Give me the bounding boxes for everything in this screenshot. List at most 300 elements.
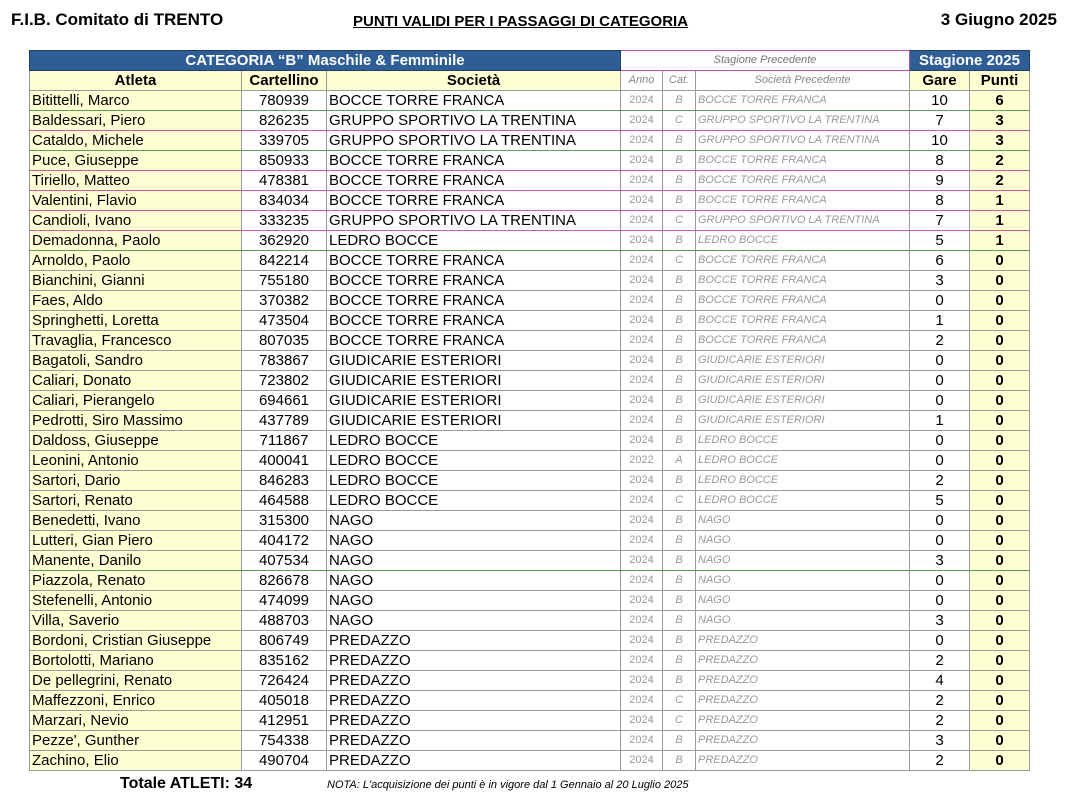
cell-gare: 2 <box>910 691 970 711</box>
table-row <box>30 171 1030 191</box>
cell-atleta: Stefenelli, Antonio <box>30 591 242 611</box>
cell-cat: B <box>663 391 696 411</box>
cell-gare: 2 <box>910 651 970 671</box>
cell-anno: 2024 <box>621 731 663 751</box>
cell-cartellino: 783867 <box>242 351 327 371</box>
cell-societa-precedente: BOCCE TORRE FRANCA <box>696 91 910 111</box>
table-row <box>30 491 1030 511</box>
cell-cartellino: 412951 <box>242 711 327 731</box>
cell-punti: 3 <box>970 131 1030 151</box>
cell-societa: PREDAZZO <box>327 731 621 751</box>
current-season-caption: Stagione 2025 <box>910 51 1030 71</box>
cell-gare: 8 <box>910 151 970 171</box>
cell-punti: 0 <box>970 451 1030 471</box>
cell-cat: B <box>663 371 696 391</box>
cell-societa: LEDRO BOCCE <box>327 431 621 451</box>
cell-anno: 2024 <box>621 471 663 491</box>
cell-societa: PREDAZZO <box>327 671 621 691</box>
table-row <box>30 151 1030 171</box>
cell-anno: 2024 <box>621 671 663 691</box>
cell-punti: 0 <box>970 431 1030 451</box>
cell-gare: 7 <box>910 111 970 131</box>
cell-gare: 3 <box>910 551 970 571</box>
cell-cartellino: 473504 <box>242 311 327 331</box>
cell-cat: B <box>663 651 696 671</box>
cell-gare: 3 <box>910 731 970 751</box>
cell-punti: 0 <box>970 611 1030 631</box>
header-societa: Società <box>327 71 621 91</box>
cell-anno: 2024 <box>621 151 663 171</box>
cell-societa: NAGO <box>327 591 621 611</box>
cell-cat: C <box>663 211 696 231</box>
cell-atleta: Piazzola, Renato <box>30 571 242 591</box>
cell-punti: 0 <box>970 311 1030 331</box>
table-row <box>30 371 1030 391</box>
cell-cartellino: 370382 <box>242 291 327 311</box>
cell-societa: NAGO <box>327 571 621 591</box>
cell-cat: B <box>663 431 696 451</box>
cell-gare: 0 <box>910 571 970 591</box>
cell-cat: B <box>663 571 696 591</box>
header-anno: Anno <box>621 71 663 91</box>
header-punti: Punti <box>970 71 1030 91</box>
cell-punti: 0 <box>970 691 1030 711</box>
cell-societa-precedente: NAGO <box>696 611 910 631</box>
cell-societa-precedente: NAGO <box>696 571 910 591</box>
table-row <box>30 471 1030 491</box>
header-gare: Gare <box>910 71 970 91</box>
cell-societa: PREDAZZO <box>327 691 621 711</box>
cell-societa: BOCCE TORRE FRANCA <box>327 91 621 111</box>
cell-societa-precedente: LEDRO BOCCE <box>696 451 910 471</box>
cell-punti: 0 <box>970 751 1030 771</box>
cell-gare: 0 <box>910 391 970 411</box>
cell-societa-precedente: BOCCE TORRE FRANCA <box>696 271 910 291</box>
cell-societa-precedente: NAGO <box>696 531 910 551</box>
cell-punti: 0 <box>970 511 1030 531</box>
header-societa-precedente: Società Precedente <box>696 71 910 91</box>
cell-societa-precedente: BOCCE TORRE FRANCA <box>696 171 910 191</box>
cell-cat: B <box>663 551 696 571</box>
document-date: 3 Giugno 2025 <box>940 10 1057 29</box>
cell-gare: 2 <box>910 331 970 351</box>
table-row <box>30 451 1030 471</box>
cell-atleta: Travaglia, Francesco <box>30 331 242 351</box>
total-athletes: Totale ATLETI: 34 <box>120 775 253 792</box>
cell-gare: 3 <box>910 611 970 631</box>
cell-anno: 2024 <box>621 91 663 111</box>
cell-gare: 3 <box>910 271 970 291</box>
cell-societa-precedente: PREDAZZO <box>696 751 910 771</box>
table-row <box>30 551 1030 571</box>
cell-atleta: Maffezzoni, Enrico <box>30 691 242 711</box>
cell-gare: 1 <box>910 311 970 331</box>
table-row <box>30 191 1030 211</box>
cell-societa-precedente: PREDAZZO <box>696 651 910 671</box>
table-row <box>30 271 1030 291</box>
cell-cartellino: 850933 <box>242 151 327 171</box>
table-row <box>30 511 1030 531</box>
cell-cat: B <box>663 611 696 631</box>
cell-atleta: Valentini, Flavio <box>30 191 242 211</box>
cell-societa: BOCCE TORRE FRANCA <box>327 171 621 191</box>
cell-societa-precedente: BOCCE TORRE FRANCA <box>696 251 910 271</box>
cell-societa: LEDRO BOCCE <box>327 491 621 511</box>
cell-cat: B <box>663 751 696 771</box>
cell-gare: 5 <box>910 231 970 251</box>
table-row <box>30 671 1030 691</box>
cell-anno: 2024 <box>621 511 663 531</box>
table-row <box>30 591 1030 611</box>
cell-cartellino: 842214 <box>242 251 327 271</box>
cell-societa: GRUPPO SPORTIVO LA TRENTINA <box>327 211 621 231</box>
cell-societa: NAGO <box>327 551 621 571</box>
cell-gare: 6 <box>910 251 970 271</box>
cell-gare: 0 <box>910 591 970 611</box>
cell-gare: 0 <box>910 351 970 371</box>
cell-atleta: De pellegrini, Renato <box>30 671 242 691</box>
cell-cat: C <box>663 691 696 711</box>
cell-cat: C <box>663 251 696 271</box>
cell-atleta: Faes, Aldo <box>30 291 242 311</box>
cell-societa-precedente: PREDAZZO <box>696 731 910 751</box>
table-row <box>30 531 1030 551</box>
cell-atleta: Candioli, Ivano <box>30 211 242 231</box>
table-row <box>30 131 1030 151</box>
cell-anno: 2024 <box>621 711 663 731</box>
cell-cat: B <box>663 151 696 171</box>
cell-gare: 0 <box>910 511 970 531</box>
cell-atleta: Bagatoli, Sandro <box>30 351 242 371</box>
cell-societa-precedente: LEDRO BOCCE <box>696 231 910 251</box>
org-title: F.I.B. Comitato di TRENTO <box>11 10 224 29</box>
cell-atleta: Sartori, Dario <box>30 471 242 491</box>
cell-cat: B <box>663 591 696 611</box>
table-row <box>30 91 1030 111</box>
table-row <box>30 231 1030 251</box>
cell-societa-precedente: NAGO <box>696 591 910 611</box>
cell-punti: 0 <box>970 391 1030 411</box>
cell-cartellino: 754338 <box>242 731 327 751</box>
cell-gare: 8 <box>910 191 970 211</box>
cell-societa: GIUDICARIE ESTERIORI <box>327 371 621 391</box>
cell-gare: 0 <box>910 451 970 471</box>
cell-punti: 0 <box>970 551 1030 571</box>
cell-cat: B <box>663 291 696 311</box>
table-row <box>30 611 1030 631</box>
cell-societa: NAGO <box>327 511 621 531</box>
cell-anno: 2024 <box>621 351 663 371</box>
cell-cartellino: 834034 <box>242 191 327 211</box>
cell-anno: 2024 <box>621 491 663 511</box>
ranking-table <box>29 50 1030 771</box>
table-row <box>30 431 1030 451</box>
cell-punti: 0 <box>970 631 1030 651</box>
cell-societa-precedente: GIUDICARIE ESTERIORI <box>696 411 910 431</box>
cell-cartellino: 437789 <box>242 411 327 431</box>
cell-anno: 2024 <box>621 531 663 551</box>
cell-anno: 2024 <box>621 691 663 711</box>
cell-cartellino: 474099 <box>242 591 327 611</box>
cell-cartellino: 405018 <box>242 691 327 711</box>
cell-societa: BOCCE TORRE FRANCA <box>327 191 621 211</box>
cell-atleta: Puce, Giuseppe <box>30 151 242 171</box>
cell-atleta: Bianchini, Gianni <box>30 271 242 291</box>
cell-punti: 0 <box>970 671 1030 691</box>
table-row <box>30 751 1030 771</box>
cell-gare: 2 <box>910 711 970 731</box>
cell-punti: 0 <box>970 371 1030 391</box>
cell-societa-precedente: BOCCE TORRE FRANCA <box>696 191 910 211</box>
cell-societa-precedente: BOCCE TORRE FRANCA <box>696 331 910 351</box>
table-row <box>30 211 1030 231</box>
cell-societa: GIUDICARIE ESTERIORI <box>327 411 621 431</box>
cell-punti: 2 <box>970 151 1030 171</box>
cell-atleta: Marzari, Nevio <box>30 711 242 731</box>
cell-punti: 0 <box>970 271 1030 291</box>
cell-cat: B <box>663 511 696 531</box>
cell-societa: LEDRO BOCCE <box>327 231 621 251</box>
cell-societa: BOCCE TORRE FRANCA <box>327 271 621 291</box>
table-row <box>30 711 1030 731</box>
cell-punti: 1 <box>970 211 1030 231</box>
cell-punti: 0 <box>970 411 1030 431</box>
cell-punti: 0 <box>970 491 1030 511</box>
cell-gare: 4 <box>910 671 970 691</box>
table-row <box>30 691 1030 711</box>
cell-anno: 2024 <box>621 371 663 391</box>
cell-cartellino: 362920 <box>242 231 327 251</box>
cell-societa-precedente: NAGO <box>696 511 910 531</box>
cell-punti: 0 <box>970 351 1030 371</box>
cell-anno: 2024 <box>621 231 663 251</box>
cell-atleta: Springhetti, Loretta <box>30 311 242 331</box>
cell-gare: 2 <box>910 471 970 491</box>
cell-atleta: Lutteri, Gian Piero <box>30 531 242 551</box>
cell-atleta: Sartori, Renato <box>30 491 242 511</box>
cell-cat: C <box>663 491 696 511</box>
cell-atleta: Zachino, Elio <box>30 751 242 771</box>
cell-cartellino: 490704 <box>242 751 327 771</box>
cell-societa-precedente: PREDAZZO <box>696 631 910 651</box>
cell-punti: 0 <box>970 531 1030 551</box>
cell-anno: 2024 <box>621 331 663 351</box>
cell-atleta: Daldoss, Giuseppe <box>30 431 242 451</box>
cell-cartellino: 726424 <box>242 671 327 691</box>
cell-societa: BOCCE TORRE FRANCA <box>327 331 621 351</box>
cell-cat: B <box>663 631 696 651</box>
cell-anno: 2024 <box>621 411 663 431</box>
cell-societa-precedente: GRUPPO SPORTIVO LA TRENTINA <box>696 131 910 151</box>
cell-gare: 0 <box>910 631 970 651</box>
cell-atleta: Benedetti, Ivano <box>30 511 242 531</box>
cell-societa: LEDRO BOCCE <box>327 451 621 471</box>
cell-cat: B <box>663 351 696 371</box>
cell-atleta: Bortolotti, Mariano <box>30 651 242 671</box>
table-row <box>30 111 1030 131</box>
cell-punti: 0 <box>970 251 1030 271</box>
cell-cat: C <box>663 711 696 731</box>
cell-cartellino: 315300 <box>242 511 327 531</box>
cell-punti: 0 <box>970 711 1030 731</box>
cell-cartellino: 807035 <box>242 331 327 351</box>
cell-anno: 2024 <box>621 131 663 151</box>
header-atleta: Atleta <box>30 71 242 91</box>
cell-atleta: Baldessari, Piero <box>30 111 242 131</box>
cell-cat: B <box>663 671 696 691</box>
cell-punti: 0 <box>970 471 1030 491</box>
header-cartellino: Cartellino <box>242 71 327 91</box>
cell-cartellino: 400041 <box>242 451 327 471</box>
cell-societa-precedente: PREDAZZO <box>696 671 910 691</box>
cell-anno: 2024 <box>621 591 663 611</box>
cell-cat: C <box>663 111 696 131</box>
table-row <box>30 251 1030 271</box>
cell-cartellino: 333235 <box>242 211 327 231</box>
cell-societa-precedente: PREDAZZO <box>696 691 910 711</box>
cell-societa-precedente: LEDRO BOCCE <box>696 491 910 511</box>
cell-atleta: Bordoni, Cristian Giuseppe <box>30 631 242 651</box>
cell-punti: 0 <box>970 291 1030 311</box>
cell-punti: 1 <box>970 191 1030 211</box>
cell-cartellino: 723802 <box>242 371 327 391</box>
cell-cat: B <box>663 311 696 331</box>
cell-cat: A <box>663 451 696 471</box>
cell-atleta: Leonini, Antonio <box>30 451 242 471</box>
table-row <box>30 331 1030 351</box>
cell-societa-precedente: LEDRO BOCCE <box>696 431 910 451</box>
cell-punti: 6 <box>970 91 1030 111</box>
cell-punti: 1 <box>970 231 1030 251</box>
category-caption: CATEGORIA “B” Maschile & Femminile <box>30 51 621 71</box>
cell-atleta: Cataldo, Michele <box>30 131 242 151</box>
cell-atleta: Tiriello, Matteo <box>30 171 242 191</box>
cell-cat: B <box>663 91 696 111</box>
cell-cat: B <box>663 191 696 211</box>
cell-societa: BOCCE TORRE FRANCA <box>327 251 621 271</box>
cell-societa-precedente: GIUDICARIE ESTERIORI <box>696 391 910 411</box>
cell-societa: NAGO <box>327 611 621 631</box>
cell-gare: 0 <box>910 431 970 451</box>
table-row <box>30 391 1030 411</box>
cell-anno: 2024 <box>621 311 663 331</box>
cell-societa-precedente: BOCCE TORRE FRANCA <box>696 151 910 171</box>
cell-societa: BOCCE TORRE FRANCA <box>327 291 621 311</box>
cell-anno: 2024 <box>621 631 663 651</box>
table-row <box>30 291 1030 311</box>
cell-societa-precedente: LEDRO BOCCE <box>696 471 910 491</box>
cell-societa: GIUDICARIE ESTERIORI <box>327 351 621 371</box>
cell-societa: NAGO <box>327 531 621 551</box>
cell-cat: B <box>663 231 696 251</box>
cell-cat: B <box>663 171 696 191</box>
cell-gare: 5 <box>910 491 970 511</box>
table-row <box>30 731 1030 751</box>
cell-societa: GRUPPO SPORTIVO LA TRENTINA <box>327 111 621 131</box>
cell-societa-precedente: GIUDICARIE ESTERIORI <box>696 351 910 371</box>
previous-season-caption: Stagione Precedente <box>621 51 910 71</box>
note-text: NOTA: L'acquisizione dei punti è in vigore dal 1 Gennaio al 20 Luglio 2025 <box>327 779 689 791</box>
cell-anno: 2024 <box>621 611 663 631</box>
cell-societa: BOCCE TORRE FRANCA <box>327 151 621 171</box>
cell-cartellino: 339705 <box>242 131 327 151</box>
cell-societa: BOCCE TORRE FRANCA <box>327 311 621 331</box>
table-row <box>30 631 1030 651</box>
cell-cartellino: 407534 <box>242 551 327 571</box>
cell-gare: 7 <box>910 211 970 231</box>
table-row <box>30 351 1030 371</box>
cell-cartellino: 694661 <box>242 391 327 411</box>
cell-cat: B <box>663 271 696 291</box>
cell-gare: 10 <box>910 131 970 151</box>
cell-punti: 0 <box>970 571 1030 591</box>
cell-societa: LEDRO BOCCE <box>327 471 621 491</box>
cell-gare: 0 <box>910 371 970 391</box>
cell-cartellino: 755180 <box>242 271 327 291</box>
cell-anno: 2024 <box>621 751 663 771</box>
cell-anno: 2024 <box>621 251 663 271</box>
cell-societa: GRUPPO SPORTIVO LA TRENTINA <box>327 131 621 151</box>
cell-anno: 2024 <box>621 211 663 231</box>
cell-cartellino: 711867 <box>242 431 327 451</box>
cell-cat: B <box>663 471 696 491</box>
header-cat: Cat. <box>663 71 696 91</box>
cell-anno: 2024 <box>621 291 663 311</box>
cell-anno: 2024 <box>621 111 663 131</box>
cell-cartellino: 464588 <box>242 491 327 511</box>
cell-cartellino: 478381 <box>242 171 327 191</box>
cell-anno: 2024 <box>621 271 663 291</box>
cell-punti: 0 <box>970 651 1030 671</box>
cell-gare: 1 <box>910 411 970 431</box>
table-row <box>30 571 1030 591</box>
cell-atleta: Caliari, Pierangelo <box>30 391 242 411</box>
cell-cartellino: 835162 <box>242 651 327 671</box>
cell-cat: B <box>663 131 696 151</box>
cell-anno: 2024 <box>621 651 663 671</box>
cell-societa-precedente: PREDAZZO <box>696 711 910 731</box>
cell-atleta: Pedrotti, Siro Massimo <box>30 411 242 431</box>
cell-atleta: Pezze', Gunther <box>30 731 242 751</box>
cell-punti: 0 <box>970 731 1030 751</box>
cell-cartellino: 780939 <box>242 91 327 111</box>
cell-atleta: Demadonna, Paolo <box>30 231 242 251</box>
cell-atleta: Caliari, Donato <box>30 371 242 391</box>
cell-cartellino: 488703 <box>242 611 327 631</box>
cell-societa: PREDAZZO <box>327 651 621 671</box>
cell-societa-precedente: BOCCE TORRE FRANCA <box>696 291 910 311</box>
cell-societa: PREDAZZO <box>327 631 621 651</box>
cell-societa-precedente: GRUPPO SPORTIVO LA TRENTINA <box>696 111 910 131</box>
cell-punti: 2 <box>970 171 1030 191</box>
cell-societa-precedente: GIUDICARIE ESTERIORI <box>696 371 910 391</box>
table-row <box>30 311 1030 331</box>
cell-cat: B <box>663 331 696 351</box>
cell-cat: B <box>663 411 696 431</box>
cell-atleta: Manente, Danilo <box>30 551 242 571</box>
document-title: PUNTI VALIDI PER I PASSAGGI DI CATEGORIA <box>353 13 689 30</box>
cell-societa: PREDAZZO <box>327 711 621 731</box>
cell-cartellino: 846283 <box>242 471 327 491</box>
cell-cat: B <box>663 731 696 751</box>
cell-atleta: Bitittelli, Marco <box>30 91 242 111</box>
cell-gare: 10 <box>910 91 970 111</box>
cell-anno: 2024 <box>621 431 663 451</box>
cell-anno: 2024 <box>621 391 663 411</box>
cell-gare: 9 <box>910 171 970 191</box>
table-row <box>30 651 1030 671</box>
cell-anno: 2024 <box>621 171 663 191</box>
